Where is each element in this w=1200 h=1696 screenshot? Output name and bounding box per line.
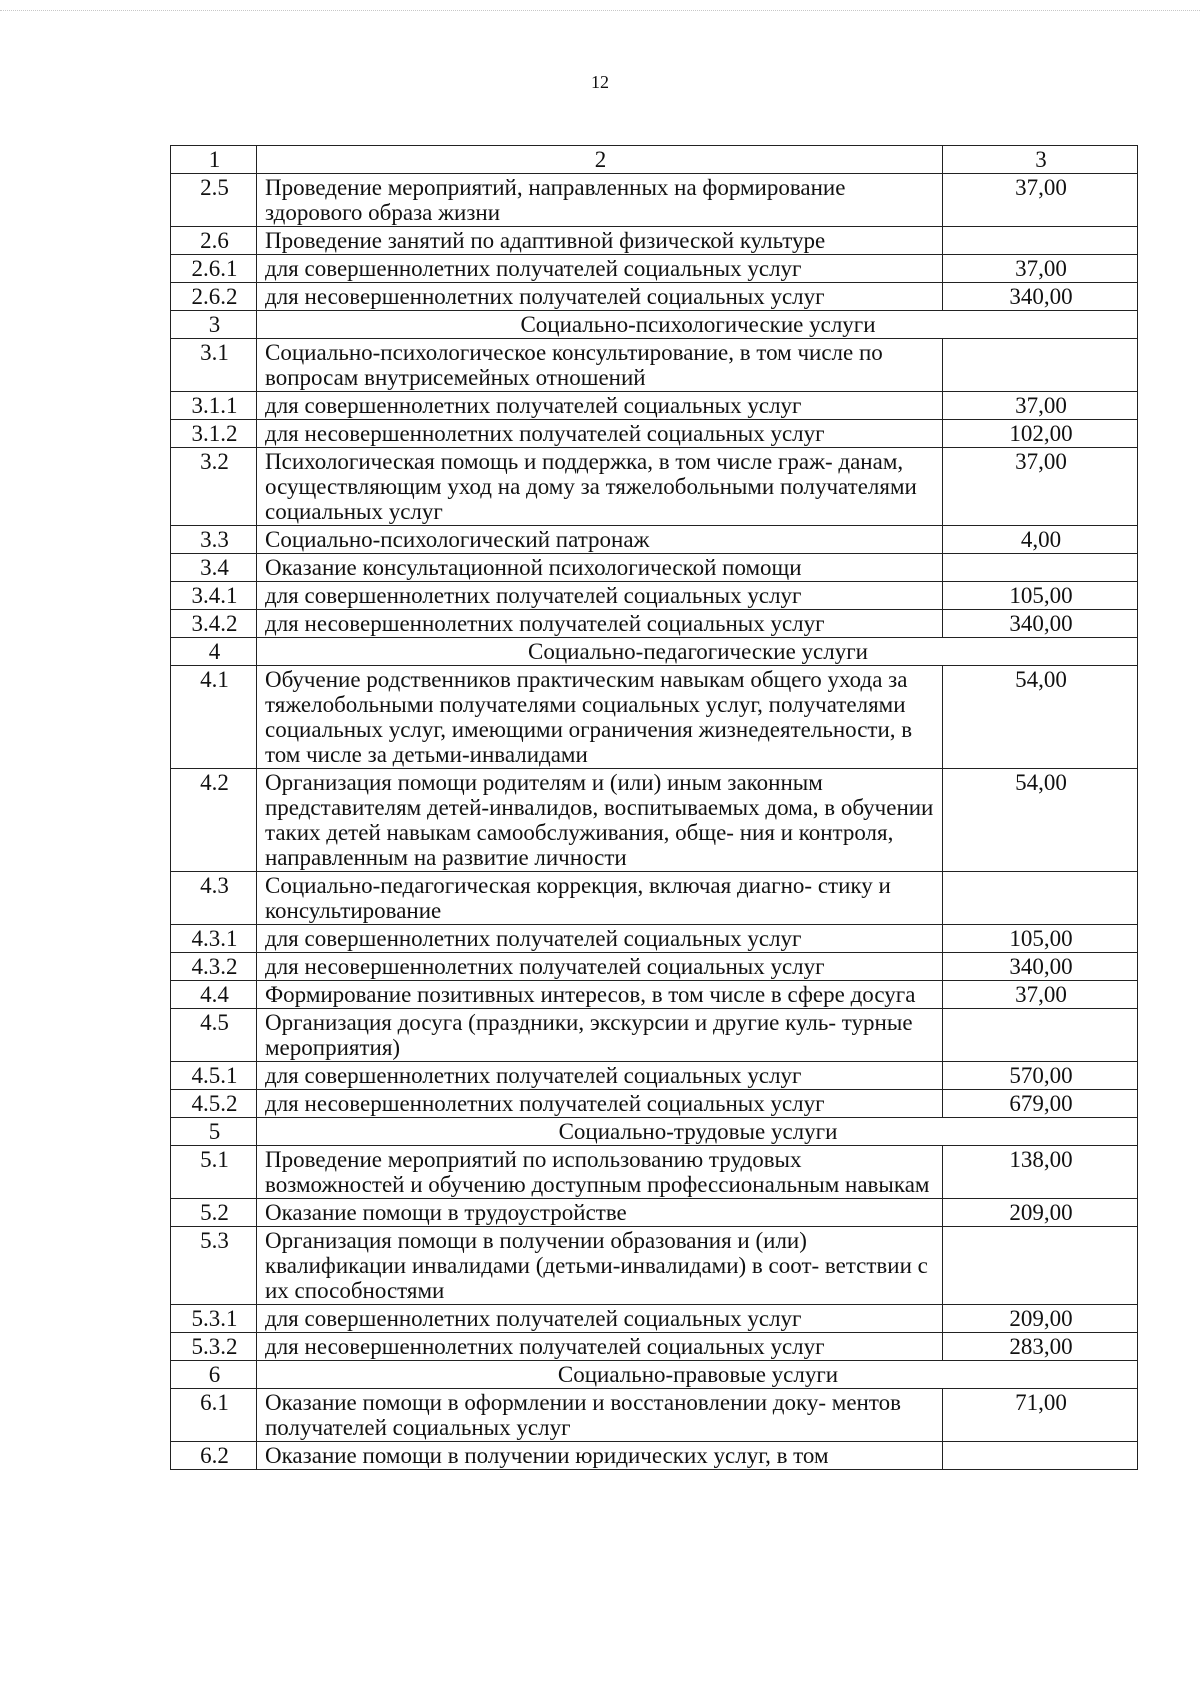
service-name: Организация досуга (праздники, экскурсии и другие куль- турные мероприятия) [257, 1009, 943, 1062]
service-name: Социально-психологическое консультирование, в том числе по вопросам внутрисемейных отношений [257, 339, 943, 392]
service-name: для совершеннолетних получателей социальных услуг [257, 1305, 943, 1333]
row-number: 5.3.1 [171, 1305, 257, 1333]
header-cell-price: 3 [943, 146, 1138, 174]
service-price: 340,00 [943, 610, 1138, 638]
row-number: 5.3.2 [171, 1333, 257, 1361]
service-price [943, 872, 1138, 925]
table-row [171, 174, 1138, 227]
row-number: 3 [171, 311, 257, 339]
table-row [171, 981, 1138, 1009]
service-price: 209,00 [943, 1305, 1138, 1333]
row-number: 4.2 [171, 769, 257, 872]
row-number: 3.3 [171, 526, 257, 554]
row-number: 3.4.2 [171, 610, 257, 638]
service-price: 102,00 [943, 420, 1138, 448]
row-number: 5.2 [171, 1199, 257, 1227]
header-row [171, 146, 1138, 174]
table-row [171, 448, 1138, 526]
service-name: для несовершеннолетних получателей социальных услуг [257, 610, 943, 638]
service-price: 340,00 [943, 283, 1138, 311]
service-price [943, 227, 1138, 255]
row-number: 2.6.2 [171, 283, 257, 311]
table-row [171, 666, 1138, 769]
service-price [943, 339, 1138, 392]
section-title: Социально-правовые услуги [257, 1361, 1138, 1389]
row-number: 4.5.1 [171, 1062, 257, 1090]
row-number: 4.4 [171, 981, 257, 1009]
table-row [171, 1062, 1138, 1090]
service-price: 37,00 [943, 255, 1138, 283]
service-price: 37,00 [943, 981, 1138, 1009]
service-name: Социально-педагогическая коррекция, включая диагно- стику и консультирование [257, 872, 943, 925]
service-name: Оказание помощи в трудоустройстве [257, 1199, 943, 1227]
row-number: 4.5.2 [171, 1090, 257, 1118]
table-row [171, 227, 1138, 255]
service-name: Оказание помощи в оформлении и восстановлении доку- ментов получателей социальных услуг [257, 1389, 943, 1442]
header-cell-service: 2 [257, 146, 943, 174]
section-row [171, 638, 1138, 666]
section-row [171, 311, 1138, 339]
row-number: 2.6 [171, 227, 257, 255]
service-name: Оказание консультационной психологической помощи [257, 554, 943, 582]
row-number: 4.3.1 [171, 925, 257, 953]
table-row [171, 255, 1138, 283]
service-price: 283,00 [943, 1333, 1138, 1361]
service-price: 105,00 [943, 925, 1138, 953]
row-number: 4.3.2 [171, 953, 257, 981]
services-table [170, 145, 1138, 1470]
table-row [171, 392, 1138, 420]
table-row [171, 769, 1138, 872]
service-price: 71,00 [943, 1389, 1138, 1442]
service-name: Психологическая помощь и поддержка, в том числе граж- данам, осуществляющим уход на дому за тяжелобольными получателями социальных услуг [257, 448, 943, 526]
table-row [171, 554, 1138, 582]
service-price: 4,00 [943, 526, 1138, 554]
row-number: 2.5 [171, 174, 257, 227]
service-name: для совершеннолетних получателей социальных услуг [257, 255, 943, 283]
row-number: 3.4 [171, 554, 257, 582]
row-number: 5.1 [171, 1146, 257, 1199]
service-name: Формирование позитивных интересов, в том числе в сфере досуга [257, 981, 943, 1009]
scan-top-edge [0, 10, 1200, 11]
table-row [171, 1199, 1138, 1227]
service-name: Проведение занятий по адаптивной физической культуре [257, 227, 943, 255]
table-row [171, 1146, 1138, 1199]
service-name: Организация помощи в получении образования и (или) квалификации инвалидами (детьми-инвалидами) в соот- ветствии с их способностями [257, 1227, 943, 1305]
service-name: Проведение мероприятий по использованию трудовых возможностей и обучению доступным профессиональным навыкам [257, 1146, 943, 1199]
header-cell-number: 1 [171, 146, 257, 174]
services-table-body [171, 146, 1138, 1470]
row-number: 4.1 [171, 666, 257, 769]
section-title: Социально-трудовые услуги [257, 1118, 1138, 1146]
service-price [943, 1227, 1138, 1305]
row-number: 5.3 [171, 1227, 257, 1305]
row-number: 4.3 [171, 872, 257, 925]
service-name: Оказание помощи в получении юридических услуг, в том [257, 1442, 943, 1470]
service-price: 37,00 [943, 392, 1138, 420]
page-number: 12 [591, 72, 609, 92]
table-row [171, 1009, 1138, 1062]
service-price: 105,00 [943, 582, 1138, 610]
table-row [171, 872, 1138, 925]
service-name: для несовершеннолетних получателей социальных услуг [257, 953, 943, 981]
table-row [171, 582, 1138, 610]
service-price [943, 1442, 1138, 1470]
row-number: 5 [171, 1118, 257, 1146]
service-name: для совершеннолетних получателей социальных услуг [257, 392, 943, 420]
row-number: 3.1.1 [171, 392, 257, 420]
table-row [171, 1090, 1138, 1118]
table-row [171, 953, 1138, 981]
service-name: для совершеннолетних получателей социальных услуг [257, 925, 943, 953]
row-number: 6.2 [171, 1442, 257, 1470]
service-price: 209,00 [943, 1199, 1138, 1227]
row-number: 3.1 [171, 339, 257, 392]
table-row [171, 339, 1138, 392]
row-number: 4 [171, 638, 257, 666]
row-number: 2.6.1 [171, 255, 257, 283]
service-name: Проведение мероприятий, направленных на формирование здорового образа жизни [257, 174, 943, 227]
row-number: 4.5 [171, 1009, 257, 1062]
service-name: Организация помощи родителям и (или) иным законным представителям детей-инвалидов, воспитываемых дома, в обучении таких детей навыкам самообслуживания, обще- ния и контроля, направленным на развитие личности [257, 769, 943, 872]
service-price: 570,00 [943, 1062, 1138, 1090]
row-number: 3.4.1 [171, 582, 257, 610]
service-price: 54,00 [943, 769, 1138, 872]
service-name: Социально-психологический патронаж [257, 526, 943, 554]
row-number: 3.1.2 [171, 420, 257, 448]
section-title: Социально-психологические услуги [257, 311, 1138, 339]
service-price: 679,00 [943, 1090, 1138, 1118]
section-title: Социально-педагогические услуги [257, 638, 1138, 666]
table-row [171, 1305, 1138, 1333]
service-name: для совершеннолетних получателей социальных услуг [257, 1062, 943, 1090]
service-name: Обучение родственников практическим навыкам общего ухода за тяжелобольными получателями социальных услуг, получателями социальных услуг, имеющими ограничения жизнедеятельности, в том числе за детьми-инвалидами [257, 666, 943, 769]
service-price: 54,00 [943, 666, 1138, 769]
table-row [171, 1333, 1138, 1361]
service-price: 340,00 [943, 953, 1138, 981]
table-row [171, 526, 1138, 554]
section-row [171, 1361, 1138, 1389]
service-price: 37,00 [943, 174, 1138, 227]
service-name: для несовершеннолетних получателей социальных услуг [257, 420, 943, 448]
table-row [171, 283, 1138, 311]
service-price [943, 1009, 1138, 1062]
service-name: для несовершеннолетних получателей социальных услуг [257, 1090, 943, 1118]
row-number: 6 [171, 1361, 257, 1389]
service-name: для несовершеннолетних получателей социальных услуг [257, 283, 943, 311]
table-row [171, 1442, 1138, 1470]
table-row [171, 925, 1138, 953]
service-price [943, 554, 1138, 582]
service-name: для несовершеннолетних получателей социальных услуг [257, 1333, 943, 1361]
table-row [171, 610, 1138, 638]
table-row [171, 1389, 1138, 1442]
row-number: 3.2 [171, 448, 257, 526]
service-price: 37,00 [943, 448, 1138, 526]
table-row [171, 1227, 1138, 1305]
table-row [171, 420, 1138, 448]
service-price: 138,00 [943, 1146, 1138, 1199]
row-number: 6.1 [171, 1389, 257, 1442]
section-row [171, 1118, 1138, 1146]
service-name: для совершеннолетних получателей социальных услуг [257, 582, 943, 610]
